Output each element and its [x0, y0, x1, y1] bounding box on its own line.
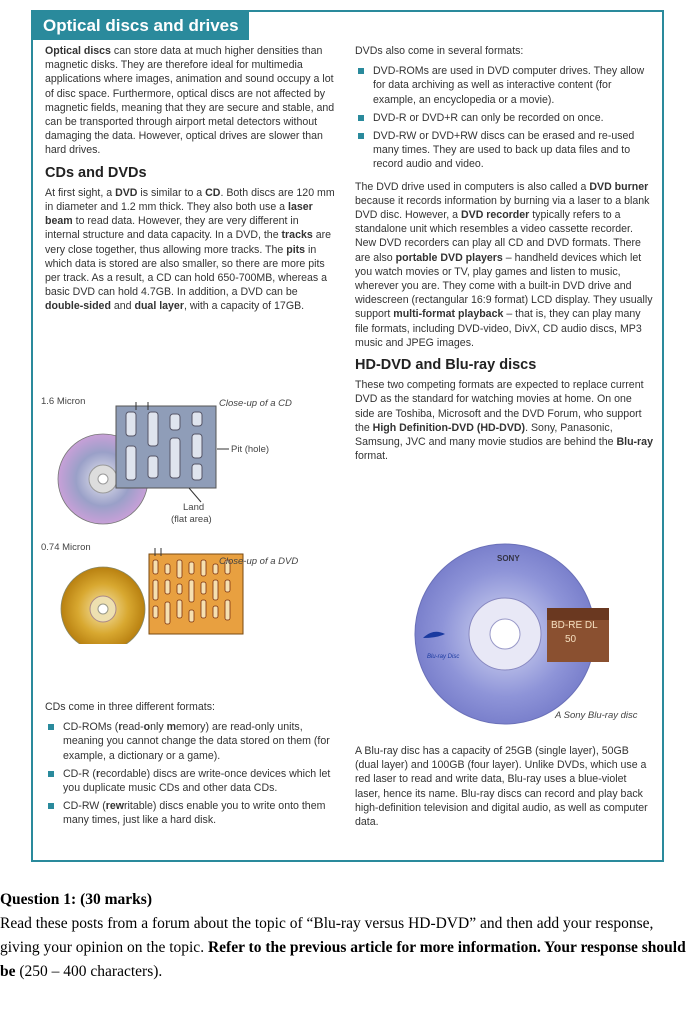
cd-formats-list: [45, 720, 335, 827]
bluray-disc-image: [395, 542, 645, 732]
list-item: DVD-RW or DVD+RW discs can be erased and re-used many times. They are used to back up data files and to record audio and video.: [355, 129, 653, 172]
dvd-disc-icon: [61, 567, 145, 644]
text-run: – handheld devices which let you watch movies or TV, play games and listen to music, wherever you are. They come with a built-in DVD drive and widescreen (rectangular 16:9 format) LCD display. They usually support: [355, 251, 653, 321]
bold-term: High Definition-DVD (HD-DVD): [372, 421, 526, 434]
text-run: typically refers to a standalone unit which resembles a video cassette recorder. New DVD recorders can play all CD and DVD formats. There are also: [355, 209, 641, 264]
bluray-logo: Blu-ray Disc: [427, 654, 460, 660]
text-run: These two competing formats are expected to replace current DVD as the standard for watching movies at home. On one side are Toshiba, Microsoft and the DVD Forum, who support the: [355, 379, 644, 434]
text-run: because it records information by burning via a laser to a blank DVD disc. However, a: [355, 194, 650, 222]
text-run: ritable) discs enable you to write onto them many times, just like a hard disk.: [63, 800, 326, 827]
text-run: format.: [355, 450, 388, 463]
question-title: Question 1: (30 marks): [0, 891, 152, 908]
hd-bluray-paragraph: [355, 378, 653, 463]
bluray-caption: A Sony Blu-ray disc: [555, 710, 638, 721]
bluray-disc-icon: [395, 542, 645, 732]
list-item: DVD-R or DVD+R can only be recorded on once.: [355, 111, 653, 125]
cd-closeup-block: [116, 402, 229, 502]
land-sub-label: (flat area): [171, 514, 212, 525]
bold-letter: r: [118, 721, 123, 734]
dvd-drive-paragraph: [355, 180, 653, 350]
text-run: CD-R (: [63, 767, 96, 780]
text-run: (250 – 400 characters).: [15, 963, 163, 980]
text-run: nly: [150, 721, 167, 734]
bold-term: portable DVD players: [395, 251, 503, 264]
list-item: DVD-ROMs are used in DVD computer drives. They allow for data archiving as well as interactive content (for example, an encyclopedia or a movie).: [355, 64, 653, 107]
text-run: At first sight, a: [45, 186, 116, 199]
cds-dvds-heading: CDs and DVDs: [45, 164, 147, 181]
bluray-paragraph: A Blu-ray disc has a capacity of 25GB (single layer), 50GB (dual layer) and 100GB (four layer). Unlike DVDs, which use a red laser to read and write data, Blu-ray uses a blue-violet laser, hence its name. Blu-ray discs can record and play back high-definition television and digital audio, as well as computer data.: [355, 745, 648, 829]
pit-label: Pit (hole): [231, 444, 270, 455]
text-run: ecordable) discs are write-once devices which let you duplicate music CDs and other data CDs.: [63, 767, 331, 795]
article-frame: [31, 10, 664, 862]
dvd-closeup-label: Close-up of a DVD: [219, 556, 299, 567]
left-column: [45, 44, 335, 322]
text-run: to read data. However, they are very different in internal structure and data capacity. In a DVD, the: [45, 215, 299, 242]
intro-paragraph: [45, 44, 335, 158]
bold-term: DVD: [115, 186, 138, 199]
list-item: [45, 720, 335, 763]
list-item: [45, 767, 335, 795]
cd-micron-label: 1.6 Micron: [41, 396, 86, 407]
dvd-formats-intro: DVDs also come in several formats:: [355, 45, 524, 57]
text-run: emory) are read-only units, meaning you cannot change the data stored on them (for example, a dictionary or a game).: [63, 721, 330, 762]
bold-term: Blu-ray: [616, 436, 653, 449]
bold-term: multi-format playback: [393, 308, 504, 321]
text-run: Read these posts from a forum about the topic of “Blu-ray versus HD-DVD” and then add your response, giving your opinion on the topic.: [0, 915, 654, 956]
cd-formats: [45, 700, 335, 832]
intro-text: can store data at much higher densities than magnetic disks. They are therefore ideal for multimedia applications where images, animation and sound occupy a lot of disc space. Furthermore, optical discs are not affected by magnetic fields, meaning that they are secure and stable, and can be transported through airport metal detectors without damaging the data. However, optical drives are slower than hard drives.: [45, 45, 335, 157]
bold-term: pits: [286, 243, 306, 256]
text-run: and: [110, 300, 135, 313]
bluray-label: BD-RE DL: [551, 620, 598, 631]
text-run: CD-RW (: [63, 800, 106, 813]
bold-instruction: Refer to the previous article for more information. Your response should be: [0, 939, 686, 980]
hd-bluray-heading: HD-DVD and Blu-ray discs: [355, 357, 537, 374]
text-run: – that is, they can play many file formats, including DVD-video, DivX, CD audio discs, MP3 music and JPEG images.: [355, 308, 642, 349]
dvd-micron-label: 0.74 Micron: [41, 542, 91, 553]
bold-term: dual layer: [134, 300, 184, 313]
question-block: [0, 888, 691, 984]
bold-letter: o: [143, 721, 151, 734]
intro-lead: Optical discs: [45, 45, 111, 57]
bold-term: tracks: [281, 229, 313, 242]
question-text: [0, 912, 691, 984]
text-run: are very close together, thus allowing more tracks. The: [45, 229, 332, 256]
bold-letter: m: [166, 721, 177, 734]
text-run: ead-: [122, 721, 144, 734]
bold-term: double-sided: [45, 300, 111, 313]
text-run: . Both discs are 120 mm in diameter and 1.2 mm thick. They also both use a: [45, 186, 335, 214]
right-column: [355, 44, 653, 471]
list-item: [45, 799, 335, 827]
dvd-formats-list: [355, 64, 653, 171]
cd-formats-intro: CDs come in three different formats:: [45, 701, 215, 713]
bold-term: DVD recorder: [460, 209, 530, 222]
text-run: The DVD drive used in computers is also called a: [355, 180, 590, 193]
sony-brand: SONY: [497, 554, 520, 563]
cd-closeup-label: Close-up of a CD: [219, 398, 292, 409]
bold-letter: rew: [105, 800, 125, 813]
land-label: Land: [183, 502, 205, 513]
bluray-capacity: 50: [565, 634, 577, 645]
bold-term: CD: [205, 186, 221, 199]
text-run: in which data is stored are also smaller, so there are more pits per track. As a result, a CD can hold 650-700MB, whereas a basic DVD can hold 4.7GB. In addition, a DVD can be: [45, 243, 328, 299]
text-run: is similar to a: [137, 186, 206, 199]
cd-dvd-diagram: [41, 384, 341, 644]
bold-letter: r: [95, 767, 101, 780]
text-run: , with a capacity of 17GB.: [183, 300, 305, 313]
text-run: . Sony, Panasonic, Samsung, JVC and many movie studios are behind the: [355, 421, 617, 449]
cds-dvds-paragraph: [45, 186, 335, 314]
bold-term: DVD burner: [589, 180, 649, 193]
bold-term: laser beam: [45, 201, 313, 228]
text-run: CD-ROMs (: [63, 721, 119, 734]
article-title: Optical discs and drives: [33, 12, 249, 40]
